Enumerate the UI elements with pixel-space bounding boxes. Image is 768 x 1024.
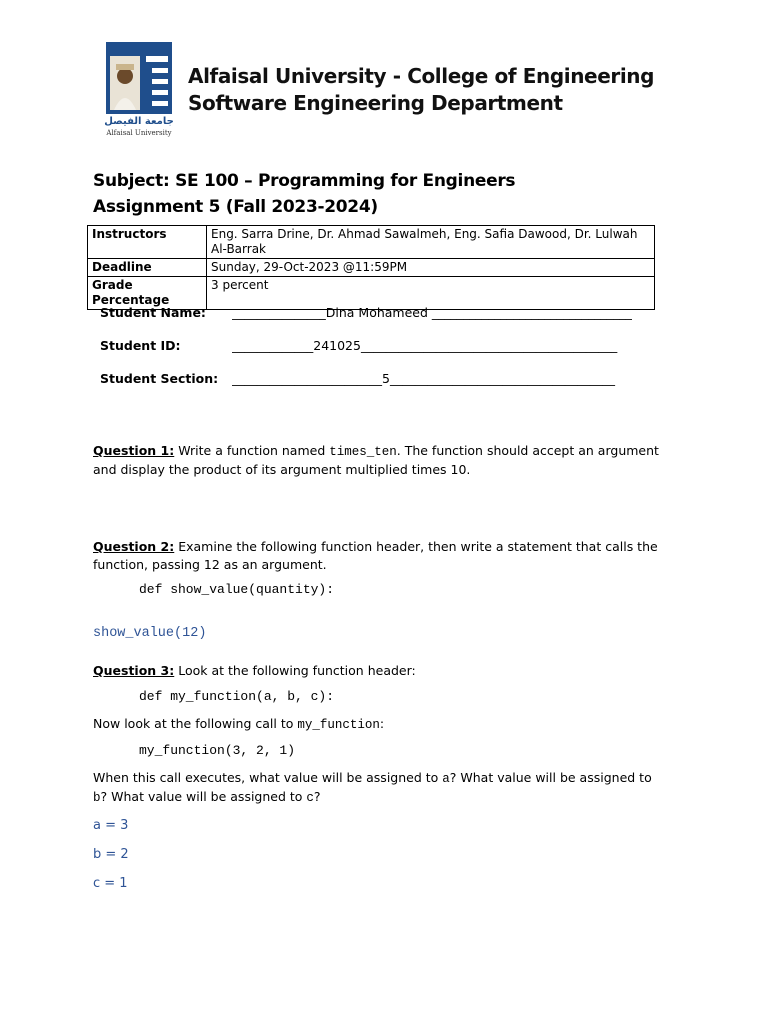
table-row [88,259,655,277]
question-3-text2-b: : [379,716,385,731]
question-2-text: Examine the following function header, then write a statement that calls the function, passing 12 as an argument. [93,539,658,572]
student-section-field[interactable]: ________________________5____________________________________ [232,371,615,386]
university-logo [106,42,172,138]
grade-key: Grade Percentage [88,277,207,310]
question-2 [93,538,668,574]
logo-english-text: Alfaisal University [106,129,172,137]
var-b: b [93,791,101,805]
question-2-label: Question 2: [93,539,175,554]
info-table [87,225,655,310]
assignment-title: Assignment 5 (Fall 2023-2024) [93,197,378,217]
question-3-text2-code: my_function [297,718,380,732]
question-3-call-intro [93,715,668,734]
answer-a[interactable]: a = 3 [93,818,129,833]
question-3-text3-d: ? [313,789,321,804]
subject-title: Subject: SE 100 – Programming for Engineers [93,171,516,191]
deadline-key: Deadline [88,259,207,277]
question-1-text-b: . The function should accept an argument and display the product of its argument multiplied times 10. [93,443,659,477]
question-3-text3-c: ? What value will be assigned to [100,789,307,804]
question-3-label: Question 3: [93,663,175,678]
var-a: a [442,772,450,786]
question-3-text3-b: ? What value will be assigned to [449,770,652,785]
student-id-label: Student ID: [100,338,181,353]
student-section-label: Student Section: [100,371,219,386]
question-1 [93,442,668,479]
question-3 [93,662,668,680]
grade-value: 3 percent [207,277,655,310]
header-title-line1: Alfaisal University - College of Engineering [188,64,655,88]
question-1-label: Question 1: [93,443,175,458]
logo-arabic-text: جامعة الفيصل [104,116,174,127]
question-1-text-a: Write a function named [174,443,330,458]
student-name-label: Student Name: [100,305,206,320]
question-2-code: def show_value(quantity): [139,582,335,597]
question-3-text2-a: Now look at the following call to [93,716,298,731]
deadline-value: Sunday, 29-Oct-2023 @11:59PM [207,259,655,277]
student-name-field[interactable]: _______________Dina Mohameed ________________________________ [232,305,632,320]
question-1-code: times_ten [329,445,397,459]
answer-b[interactable]: b = 2 [93,847,129,862]
header-title-line2: Software Engineering Department [188,91,563,115]
question-3-code-header: def my_function(a, b, c): [139,689,335,704]
question-3-text: Look at the following function header: [174,663,416,678]
table-row [88,226,655,259]
var-c: c [306,791,314,805]
instructors-value: Eng. Sarra Drine, Dr. Ahmad Sawalmeh, Eng. Safia Dawood, Dr. Lulwah Al-Barrak [207,226,655,259]
instructors-key: Instructors [88,226,207,259]
student-id-field[interactable]: _____________241025_________________________________________ [232,338,618,353]
question-3-code-call: my_function(3, 2, 1) [139,743,296,758]
answer-c[interactable]: c = 1 [93,876,128,891]
question-3-text3-a: When this call executes, what value will be assigned to [93,770,443,785]
question-3-prompt [93,769,668,807]
question-2-answer[interactable]: show_value(12) [93,626,207,641]
